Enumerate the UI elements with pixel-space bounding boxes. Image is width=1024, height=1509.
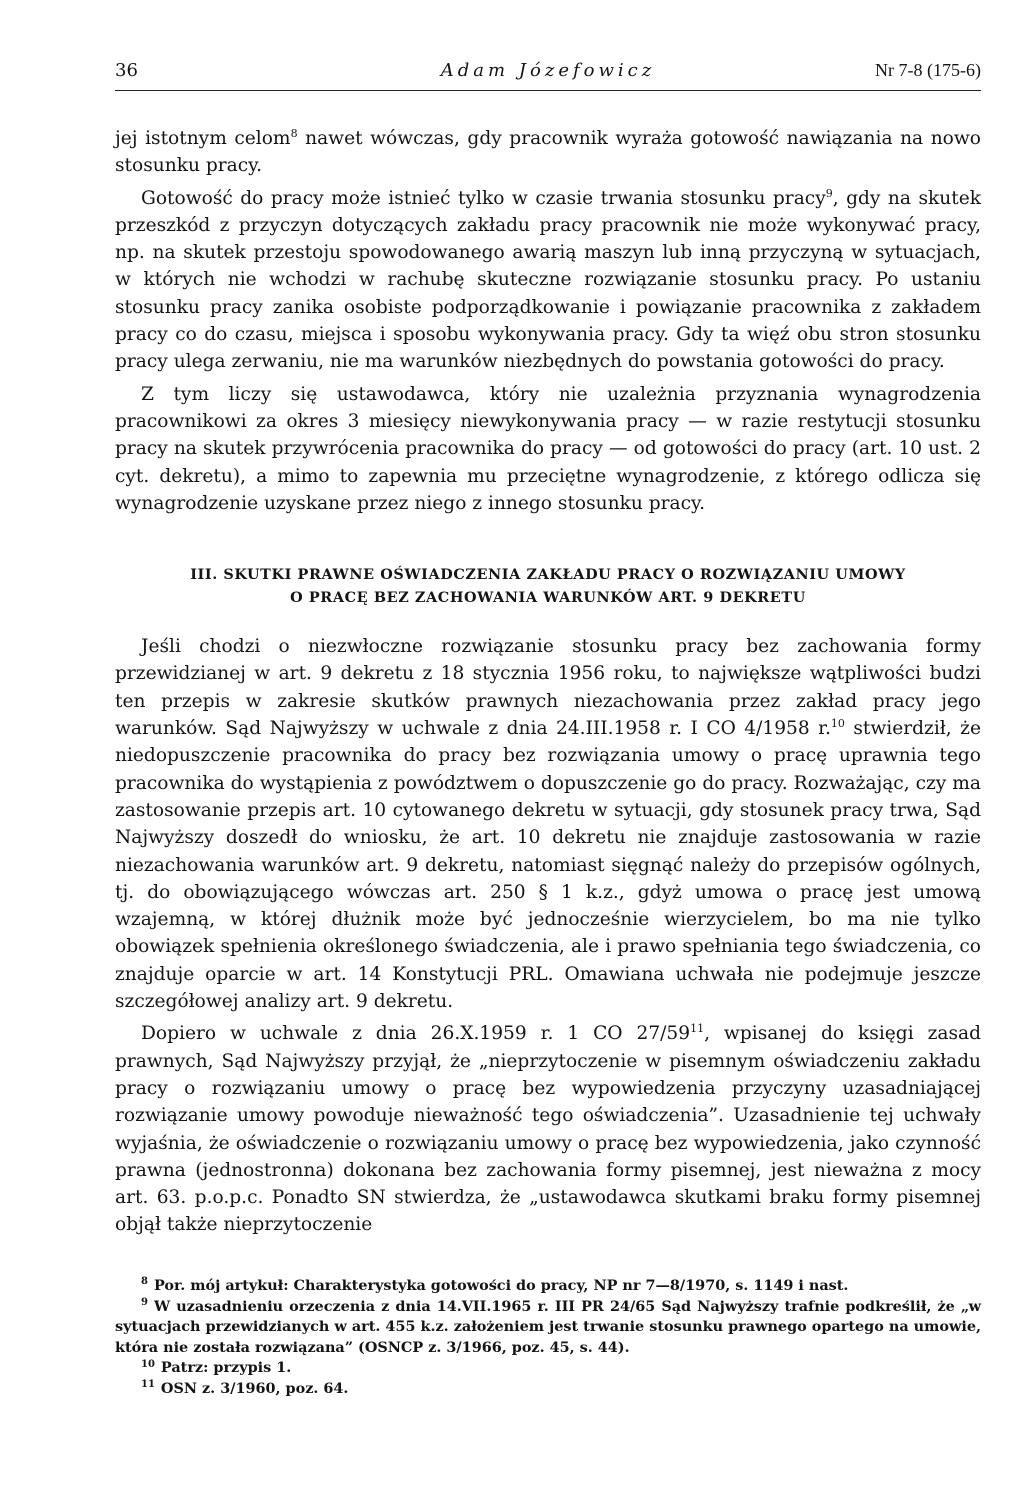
paragraph-1: jej istotnym celom$^8$ nawet wówczas, gdy pracownik wyraża gotowość nawiązania na nowo stosunku pracy. xyxy=(115,126,981,177)
footnote-8: $^8$ Por. mój artykuł: Charakterystyka gotowości do pracy, NP nr 7—8/1970, s. 1149 i nast. xyxy=(141,1276,849,1294)
footnotes xyxy=(115,1276,981,1400)
footnote-10: $^{10}$ Patrz: przypis 1. xyxy=(141,1358,292,1377)
footnote-mark: 9 xyxy=(141,1296,148,1308)
article-body xyxy=(115,125,981,1239)
paragraph-3: Z tym liczy się ustawodawca, który nie uzależnia przyznania wynagrodzenia pracownikowi za okres 3 miesięcy niewykonywania pracy — w razie restytucji stosunku pracy na skutek przywrócenia pracownika do pracy — od gotowości do pracy (art. 10 ust. 2 cyt. dekretu), a mimo to zapewnia mu przeciętne wynagrodzenie, z którego odlicza się wynagrodzenie uzyskane przez niego z innego stosunku pracy. xyxy=(115,383,981,514)
section-heading xyxy=(115,563,981,609)
journal-page xyxy=(115,50,981,1244)
running-author: Adam Józefowicz xyxy=(440,60,656,81)
footnote-11: $^{11}$ OSN z. 3/1960, poz. 64. xyxy=(141,1379,349,1397)
footnote-mark: 8 xyxy=(141,1276,148,1288)
page-number: 36 xyxy=(115,60,138,81)
paragraph-4: Jeśli chodzi o niezwłoczne rozwiązanie stosunku pracy bez zachowania formy przewidzianej w art. 9 dekretu z 18 stycznia 1956 roku, to największe wątpliwości budzi ten przepis w zakresie skutków prawnych niezachowania przez zakład pracy jego warunków. Sąd Najwyższy w uchwale z dnia 24.III.1958 r. I CO 4/1958 r.$^{10}$ stwierdził, że niedopuszczenie pracownika do pracy bez rozwiązania umowy o pracę uprawnia tego pracownika do wystąpienia z powództwem o dopuszczenie go do pracy. Rozważając, czy ma zastosowanie przepis art. 10 cytowanego dekretu w sytuacji, gdy stosunek pracy trwa, Sąd Najwyższy doszedł do wniosku, że art. 10 dekretu nie znajduje zastosowania w razie niezachowania warunków art. 9 dekretu, natomiast sięgnąć należy do przepisów ogólnych, tj. do obowiązującego wówczas art. 250 § 1 k.z., gdyż umowa o pracę jest umową wzajemną, w której dłużnik może być jednocześnie wierzycielem, bo ma nie tylko obowiązek spełnienia określonego świadczenia, ale i prawo spełniania tego świadczenia, co znajduje oparcie w art. 14 Konstytucji PRL. Omawiana uchwała nie podejmuje jeszcze szczegółowej analizy art. 9 dekretu. xyxy=(115,636,981,1013)
footnote-ref-11[interactable]: 11 xyxy=(690,1022,705,1036)
section-heading-line-2: O PRACĘ BEZ ZACHOWANIA WARUNKÓW ART. 9 DEKRETU xyxy=(290,589,806,607)
paragraph-5: Dopiero w uchwale z dnia 26.X.1959 r. 1 CO $27/59^{11}$, wpisanej do księgi zasad prawnych, Sąd Najwyższy przyjął, że „nieprzytoczenie w pisemnym oświadczeniu zakładu pracy o rozwiązaniu umowy o pracę bez wypowiedzenia przyczyny uzasadniającej rozwiązanie umowy powoduje nieważność tego oświadczenia”. Uzasadnienie tej uchwały wyjaśnia, że oświadczenie o rozwiązaniu umowy o pracę bez wypowiedzenia, jako czynność prawna (jednostronna) dokonana bez zachowania formy pisemnej, jest nieważna z mocy art. 63. p.o.p.c. Ponadto SN stwierdza, że „ustawodawca skutkami braku formy pisemnej objął także nieprzytoczenie xyxy=(115,1022,981,1236)
footnote-ref-9[interactable]: 9 xyxy=(825,186,833,200)
footnote-ref-8[interactable]: 8 xyxy=(290,126,298,140)
section-heading-line-1: III. SKUTKI PRAWNE OŚWIADCZENIA ZAKŁADU PRACY O ROZWIĄZANIU UMOWY xyxy=(190,566,906,584)
footnote-9: $^9$ W uzasadnieniu orzeczenia z dnia 14.VII.1965 r. III PR 24/65 Sąd Najwyższy trafnie podkreślił, że „w sytuacjach przewidzianych w art. 455 k.z. założeniem jest trwanie stosunku prawnego opartego na umowie, która nie została rozwiązana” (OSNCP z. 3/1966, poz. 45, s. 44). xyxy=(115,1296,981,1356)
footnote-mark: 11 xyxy=(141,1379,155,1391)
issue-number: Nr 7-8 (175-6) xyxy=(875,60,981,80)
running-header xyxy=(115,50,981,91)
footnote-ref-10[interactable]: 10 xyxy=(830,716,845,730)
footnote-mark: 10 xyxy=(141,1358,155,1370)
paragraph-2: Gotowość do pracy może istnieć tylko w czasie trwania stosunku pracy$^9$, gdy na skutek przeszkód z przyczyn dotyczących zakładu pracy pracownik nie może wykonywać pracy, np. na skutek przestoju spowodowanego awarią maszyn lub inną przyczyną w sytuacjach, w których nie wchodzi w rachubę skuteczne rozwiązanie stosunku pracy. Po ustaniu stosunku pracy zanika osobiste podporządkowanie i powiązanie pracownika z zakładem pracy co do czasu, miejsca i sposobu wykonywania pracy. Gdy ta więź obu stron stosunku pracy ulega zerwaniu, nie ma warunków niezbędnych do powstania gotowości do pracy. xyxy=(115,186,981,373)
